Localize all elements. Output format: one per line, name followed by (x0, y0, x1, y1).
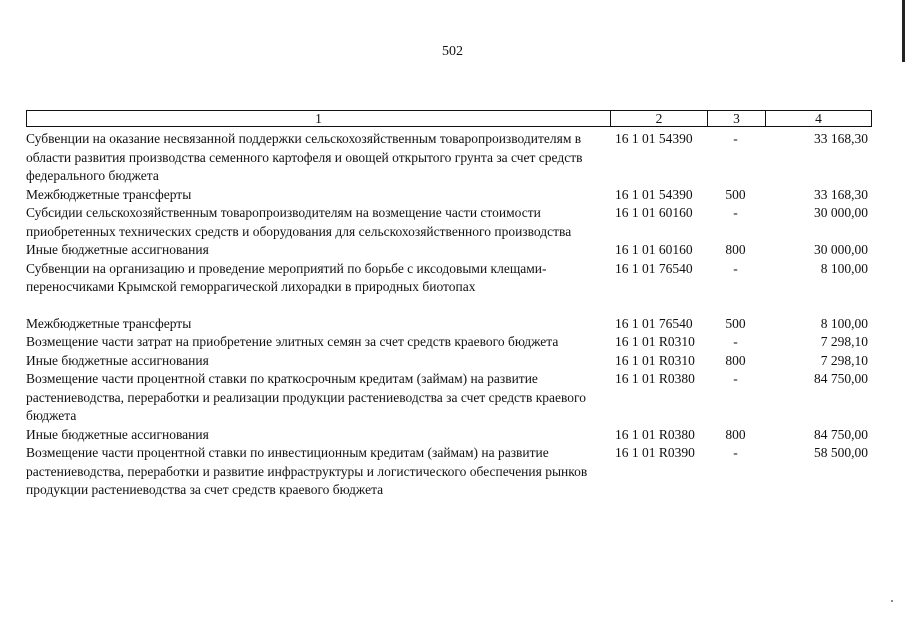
table-row (26, 370, 870, 426)
row-name: Возмещение части процентной ставки по краткосрочным кредитам (займам) на развитие растениеводства, переработки и реализации продукции растениеводства за счет средств краевого бюджета (26, 371, 586, 423)
row-code: 16 1 01 76540 (615, 315, 693, 331)
row-name: Возмещение части процентной ставки по инвестиционным кредитам (займам) на развитие растениеводства, переработки и развитие инфраструктуры и логистического обеспечения рынков продукции растениеводства за счет средств краевого бюджета (26, 445, 588, 497)
row-amount: 8 100,00 (820, 260, 868, 276)
row-name: Субсидии сельскохозяйственным товаропроизводителям на возмещение части стоимости приобретенных технических средств и оборудования для сельскохозяйственного производства (26, 205, 572, 239)
row-name: Иные бюджетные ассигнования (26, 242, 209, 257)
row-code: 16 1 01 R0380 (615, 371, 695, 386)
table-row (26, 333, 870, 352)
row-type: 500 (725, 186, 746, 202)
row-type: - (733, 205, 738, 220)
table-row (26, 315, 870, 334)
row-amount: 33 168,30 (814, 131, 868, 146)
page-number: 502 (442, 44, 463, 59)
row-type: - (733, 445, 738, 460)
row-name: Межбюджетные трансферты (26, 186, 192, 202)
table-header (26, 110, 872, 127)
row-amount: 58 500,00 (814, 445, 868, 460)
row-type: - (733, 131, 738, 146)
row-code: 16 1 01 R0310 (615, 334, 695, 349)
row-name: Иные бюджетные ассигнования (26, 426, 209, 442)
row-name: Субвенции на организацию и проведение мероприятий по борьбе с иксодовыми клещами-переносчиками Крымской геморрагической лихорадки в природных биотопах (26, 260, 547, 294)
row-amount: 8 100,00 (820, 315, 868, 331)
table-row (26, 130, 870, 186)
row-amount: 7 298,10 (820, 334, 868, 349)
table-row (26, 241, 870, 260)
row-code: 16 1 01 R0390 (615, 445, 695, 460)
table-body (26, 130, 870, 500)
header-col-4: 4 (766, 111, 872, 127)
row-type: - (733, 371, 738, 386)
row-name: Субвенции на оказание несвязанной поддержки сельскохозяйственным товаропроизводителям в области развития производства семенного картофеля и овощей открытого грунта за счет средств федерального бюджета (26, 131, 583, 183)
row-type: - (733, 334, 738, 349)
row-code: 16 1 01 60160 (615, 242, 693, 257)
row-code: 16 1 01 54390 (615, 131, 693, 146)
row-type: 800 (725, 426, 746, 442)
row-type: 800 (725, 242, 746, 257)
row-code: 16 1 01 R0310 (615, 352, 695, 368)
row-type: 500 (725, 315, 746, 331)
header-col-2: 2 (611, 111, 708, 127)
table-row (26, 260, 870, 297)
table-row (26, 426, 870, 445)
table-row (26, 186, 870, 205)
row-code: 16 1 01 76540 (615, 260, 693, 276)
table-row (26, 444, 870, 500)
row-amount: 30 000,00 (814, 205, 868, 220)
row-code: 16 1 01 54390 (615, 186, 693, 202)
row-amount: 30 000,00 (814, 242, 868, 257)
row-code: 16 1 01 60160 (615, 205, 693, 220)
row-type: - (733, 260, 738, 276)
row-code: 16 1 01 R0380 (615, 426, 695, 442)
row-amount: 84 750,00 (814, 426, 868, 442)
header-col-3: 3 (708, 111, 766, 127)
header-col-1: 1 (27, 111, 611, 127)
scan-speck (891, 600, 893, 602)
table-row (26, 204, 870, 241)
row-amount: 7 298,10 (820, 352, 868, 368)
row-name: Возмещение части затрат на приобретение элитных семян за счет средств краевого бюджета (26, 334, 559, 349)
row-name: Иные бюджетные ассигнования (26, 352, 209, 368)
row-name: Межбюджетные трансферты (26, 315, 192, 331)
row-type: 800 (725, 352, 746, 368)
row-amount: 84 750,00 (814, 371, 868, 386)
row-amount: 33 168,30 (814, 186, 868, 202)
table-row (26, 352, 870, 371)
